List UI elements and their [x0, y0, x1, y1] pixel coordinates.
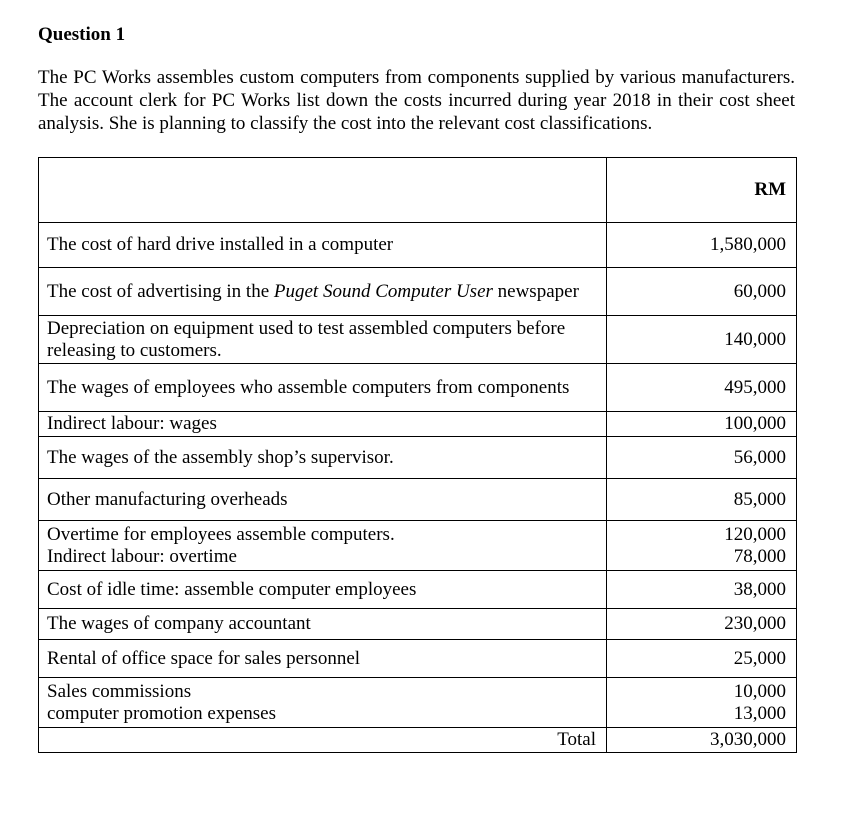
- amount-line: 10,000: [733, 680, 786, 702]
- desc-line: Indirect labour: overtime: [47, 545, 237, 567]
- desc-line: Overtime for employees assemble computers.: [47, 523, 395, 545]
- table-row: [39, 609, 797, 640]
- amount-line: 13,000: [733, 702, 786, 724]
- cost-table: [38, 157, 797, 753]
- cost-description: The wages of the assembly shop’s supervisor.: [39, 437, 607, 479]
- cost-amount: 100,000: [607, 412, 797, 437]
- cost-amount: 85,000: [607, 479, 797, 521]
- table-header-row: [39, 158, 797, 223]
- table-row: [39, 437, 797, 479]
- table-row: [39, 640, 797, 678]
- cost-description: The cost of hard drive installed in a computer: [39, 223, 607, 268]
- question-paragraph: The PC Works assembles custom computers from components supplied by various manufacturers. The account clerk for PC Works list down the costs incurred during year 2018 in their cost sheet analysis. She is planning to classify the cost into the relevant cost classifications.: [38, 67, 795, 134]
- cost-description: Indirect labour: wages: [39, 412, 607, 437]
- amount-line: 78,000: [733, 545, 786, 567]
- cost-description: Other manufacturing overheads: [39, 479, 607, 521]
- table-row: [39, 268, 797, 316]
- table-row: [39, 364, 797, 412]
- table-row: [39, 316, 797, 364]
- total-label: Total: [39, 728, 607, 753]
- cost-description: The wages of company accountant: [39, 609, 607, 640]
- cost-amount: 56,000: [607, 437, 797, 479]
- cost-description: [39, 678, 607, 728]
- desc-text-pre: The cost of advertising in the: [47, 280, 274, 302]
- cost-description: Depreciation on equipment used to test assembled computers before releasing to customers.: [39, 316, 607, 364]
- desc-line: computer promotion expenses: [47, 702, 277, 724]
- newspaper-name: Puget Sound Computer User: [273, 280, 493, 302]
- total-amount: 3,030,000: [607, 728, 797, 753]
- table-row: [39, 479, 797, 521]
- desc-line: Sales commissions: [47, 680, 192, 702]
- cost-amount: 60,000: [607, 268, 797, 316]
- table-row: [39, 223, 797, 268]
- cost-description: Rental of office space for sales personnel: [39, 640, 607, 678]
- table-row: [39, 521, 797, 571]
- cost-amount: 38,000: [607, 571, 797, 609]
- header-blank-cell: [39, 158, 607, 223]
- cost-amount: 230,000: [607, 609, 797, 640]
- question-title: Question 1: [38, 24, 126, 45]
- cost-amount: 495,000: [607, 364, 797, 412]
- cost-amount: 25,000: [607, 640, 797, 678]
- cost-description: The wages of employees who assemble computers from components: [39, 364, 607, 412]
- table-row: [39, 678, 797, 728]
- cost-amount: [607, 678, 797, 728]
- total-row: [39, 728, 797, 753]
- table-row: [39, 412, 797, 437]
- desc-text-post: newspaper: [492, 280, 579, 302]
- cost-description: [39, 268, 607, 316]
- amount-line: 120,000: [724, 523, 786, 545]
- cost-description: [39, 521, 607, 571]
- cost-amount: 140,000: [607, 316, 797, 364]
- cost-amount: 1,580,000: [607, 223, 797, 268]
- cost-description: Cost of idle time: assemble computer employees: [39, 571, 607, 609]
- currency-header: RM: [607, 158, 797, 223]
- cost-amount: [607, 521, 797, 571]
- table-row: [39, 571, 797, 609]
